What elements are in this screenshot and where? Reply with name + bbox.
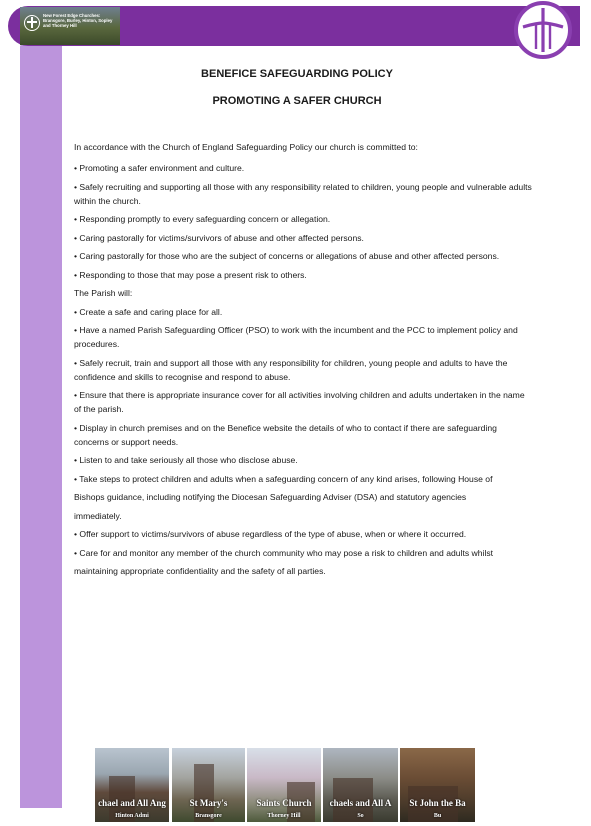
bullet-item: • Caring pastorally for those who are the subject of concerns or allegations of abuse and other affected persons. [74, 251, 500, 261]
church-photo [172, 748, 245, 822]
bullet-item: • Safely recruiting and supporting all those with any responsibility related to children, young people and vulnerable adults within the church. [74, 181, 532, 206]
church-logo-icon [24, 15, 40, 31]
policy-body [74, 140, 532, 583]
bullet-item: • Safely recruit, train and support all those with any responsibility for children, young people and adults to have the confidence and skills to recognise and respond to abuse. [74, 357, 508, 382]
document-subtitle: PROMOTING A SAFER CHURCH [212, 95, 382, 107]
church-photo [247, 748, 321, 822]
photo-subcaption: Bransgore [195, 813, 222, 819]
photo-caption: St John the Ba [409, 798, 466, 808]
benefice-logo [20, 7, 120, 45]
cross-in-circle-icon [514, 1, 572, 59]
paragraph: immediately. [74, 510, 122, 521]
bullet-item: • Create a safe and caring place for all. [74, 306, 223, 317]
logo-text: New Forest Edge Churches: Bransgore, Burley, Hinton, Sopley and Thorney Hill [43, 13, 113, 28]
church-photo [95, 748, 169, 822]
photo-subcaption: Thorney Hill [267, 813, 301, 819]
photo-subcaption: So [357, 813, 364, 819]
bullet-item: • Display in church premises and on the Benefice website the details of who to contact if there are safeguarding concerns or support needs. [74, 422, 497, 447]
paragraph: The Parish will: [74, 288, 133, 298]
bullet-item: • Promoting a safer environment and culture. [74, 163, 245, 173]
bullet-item: • Listen to and take seriously all those who disclose abuse. [74, 455, 298, 465]
bullet-item: • Caring pastorally for victims/survivors of abuse and other affected persons. [74, 232, 364, 243]
paragraph: In accordance with the Church of England Safeguarding Policy our church is committed to: [74, 142, 418, 152]
photo-subcaption: Bu [433, 813, 442, 819]
paragraph: Bishops guidance, including notifying the Diocesan Safeguarding Adviser (DSA) and statutory agencies [74, 492, 467, 502]
photo-subcaption: Hinton Admi [115, 813, 149, 819]
bullet-item: • Offer support to victims/survivors of abuse regardless of the type of abuse, when or where it occurred. [74, 529, 467, 539]
church-photo [400, 748, 475, 822]
bullet-item: • Responding to those that may pose a present risk to others. [74, 269, 307, 280]
church-photo [323, 748, 398, 822]
photo-caption: chael and All Ang [98, 798, 166, 808]
bullet-item: • Ensure that there is appropriate insurance cover for all activities involving children and adults undertaken in the name of the parish. [74, 390, 525, 414]
paragraph: maintaining appropriate confidentiality and the safety of all parties. [74, 566, 326, 576]
bullet-item: • Have a named Parish Safeguarding Officer (PSO) to work with the incumbent and the PCC to implement policy and procedures. [74, 325, 518, 349]
bullet-item: • Care for and monitor any member of the church community who may pose a risk to children and adults whilst [74, 547, 494, 558]
photo-caption: Saints Church [256, 798, 312, 808]
bullet-item: • Responding promptly to every safeguarding concern or allegation. [74, 214, 331, 224]
sidebar-bar [20, 46, 62, 808]
document-title: BENEFICE SAFEGUARDING POLICY [201, 68, 393, 80]
church-photo-strip [95, 748, 475, 822]
bullet-item: • Take steps to protect children and adults when a safeguarding concern of any kind arises, following House of [74, 473, 493, 484]
photo-caption: chaels and All A [329, 798, 392, 808]
photo-caption: St Mary's [189, 798, 228, 808]
